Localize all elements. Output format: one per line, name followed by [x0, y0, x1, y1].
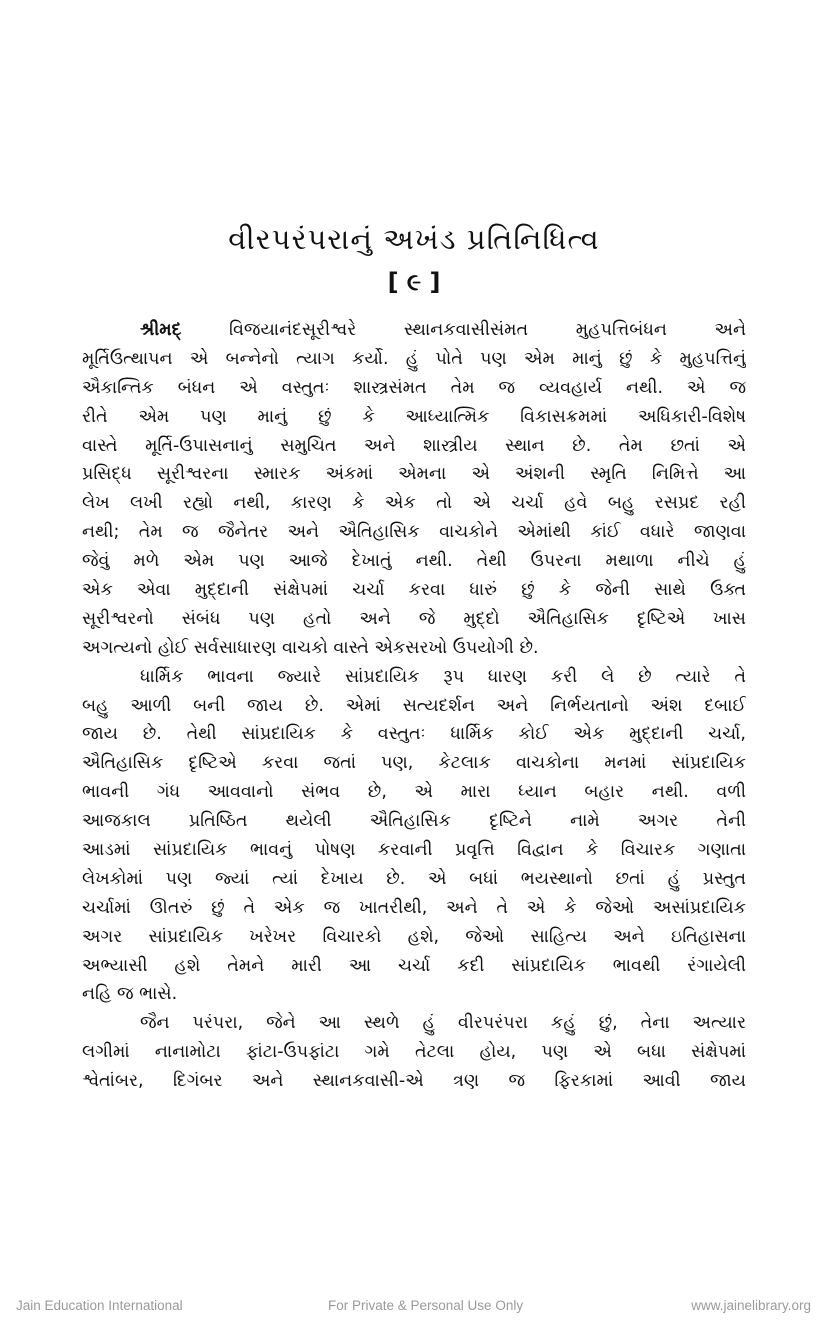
paragraph-3 [82, 1009, 746, 1096]
paragraph-1 [82, 316, 746, 663]
text-line: ભાવની ગંધ આવવાનો સંભવ છે, એ મારા ધ્યાન બહાર નથી. વળી [82, 782, 746, 803]
lead-word: શ્રીમદ્ [140, 320, 182, 340]
text-line: રીતે એમ પણ માનું છું કે આધ્યાત્મિક વિકાસક્રમમાં અધિકારી-વિશેષ [82, 406, 746, 427]
text-line: લગીમાં નાનામોટા ફાંટા-ઉપફાંટા ગમે તેટલા હોય, પણ એ બધા સંક્ષેપમાં [82, 1042, 746, 1063]
text-line: જાય છે. તેથી સાંપ્રદાયિક કે વસ્તુતઃ ધાર્મિક કોઈ એક મુદ્દાની ચર્ચા, [82, 724, 746, 745]
text-line: ચર્ચામાં ઊતરું છું તે એક જ ખાતરીથી, અને તે એ કે જેઓ અસાંપ્રદાયિક [82, 897, 746, 918]
text-line: જૈન પરંપરા, જેને આ સ્થળે હું વીરપરંપરા કહું છું, તેના અત્યાર [140, 1013, 746, 1034]
text-line: એક એવા મુદ્દાની સંક્ષેપમાં ચર્ચા કરવા ધારું છું કે જેની સાથે ઉક્ત [82, 580, 746, 601]
text-line: નહિ જ ભાસે. [82, 984, 178, 1005]
body-text [82, 316, 746, 1096]
paragraph-2 [82, 663, 746, 1010]
text-line: અગત્યનો હોઈ સર્વસાધારણ વાચકો વાસ્તે એકસરખો ઉપયોગી છે. [82, 637, 539, 658]
text-line: જેવું મળે એમ પણ આજે દેખાતું નથી. તેથી ઉપરના મથાળા નીચે હું [82, 551, 746, 572]
footer-publisher: Jain Education International [16, 1298, 183, 1313]
chapter-number: [ ૯ ] [387, 268, 441, 296]
text-line: નથી; તેમ જ જૈનેતર અને ઐતિહાસિક વાચકોને એમાંથી કાંઈ વધારે જાણવા [82, 522, 746, 543]
text-line: બહુ આળી બની જાય છે. એમાં સત્યદર્શન અને નિર્ભયતાનો અંશ દબાઈ [82, 695, 746, 716]
text-line: ઐતિહાસિક દૃષ્ટિએ કરવા જતાં પણ, કેટલાક વાચકોના મનમાં સાંપ્રદાયિક [82, 753, 746, 774]
text-line: લેખકોમાં પણ જ્યાં ત્યાં દેખાય છે. એ બધાં ભયસ્થાનો છતાં હું પ્રસ્તુત [82, 868, 746, 889]
text-line: ધાર્મિક ભાવના જ્યારે સાંપ્રદાયિક રૂપ ધારણ કરી લે છે ત્યારે તે [140, 666, 746, 687]
footer-usage-notice: For Private & Personal Use Only [328, 1298, 524, 1313]
text-line: આડમાં સાંપ્રદાયિક ભાવનું પોષણ કરવાની પ્રવૃત્તિ વિદ્વાન કે વિચારક ગણાતા [82, 840, 746, 861]
text-line: લેખ લખી રહ્યો નથી, કારણ કે એક તો એ ચર્ચા હવે બહુ રસપ્રદ રહી [82, 493, 746, 514]
page-title: વીરપરંપરાનું અખંડ પ્રતિનિધિત્વ [228, 222, 600, 256]
text-line: પ્રસિદ્ધ સૂરીશ્વરના સ્મારક અંકમાં એમના એ અંશની સ્મૃતિ નિમિત્તે આ [82, 464, 746, 485]
footer-website-link[interactable]: www.jainelibrary.org [691, 1298, 811, 1313]
text-line: સૂરીશ્વરનો સંબંધ પણ હતો અને જે મુદ્દો ઐતિહાસિક દૃષ્ટિએ ખાસ [82, 608, 746, 629]
text-line: વાસ્તે મૂર્તિ-ઉપાસનાનું સમુચિત અને શાસ્ત્રીય સ્થાન છે. તેમ છતાં એ [82, 435, 746, 456]
text-line: અભ્યાસી હશે તેમને મારી આ ચર્ચા કદી સાંપ્રદાયિક ભાવથી રંગાયેલી [82, 955, 746, 976]
text-line: શ્રીમદ્ વિજયાનંદસૂરીશ્વરે સ્થાનકવાસીસંમત મુહપત્તિબંધન અને [140, 320, 746, 340]
text-line: આજકાલ પ્રતિષ્ઠિત થયેલી ઐતિહાસિક દૃષ્ટિને નામે અગર તેની [82, 811, 746, 832]
text-line: મૂર્તિઉત્થાપન એ બન્નેનો ત્યાગ કર્યો. હું પોતે પણ એમ માનું છું કે મુહપત્તિનું [82, 348, 746, 369]
page-footer [0, 1298, 828, 1318]
text-line: અગર સાંપ્રદાયિક ખરેખર વિચારકો હશે, જેઓ સાહિત્ય અને ઇતિહાસના [82, 926, 746, 947]
text-line: શ્વેતાંબર, દિગંબર અને સ્થાનકવાસી-એ ત્રણ જ ફિરકામાં આવી જાય [82, 1071, 746, 1092]
text-line: ઐકાન્તિક બંધન એ વસ્તુતઃ શાસ્ત્રસંમત તેમ જ વ્યવહાર્ય નથી. એ જ [82, 377, 746, 398]
